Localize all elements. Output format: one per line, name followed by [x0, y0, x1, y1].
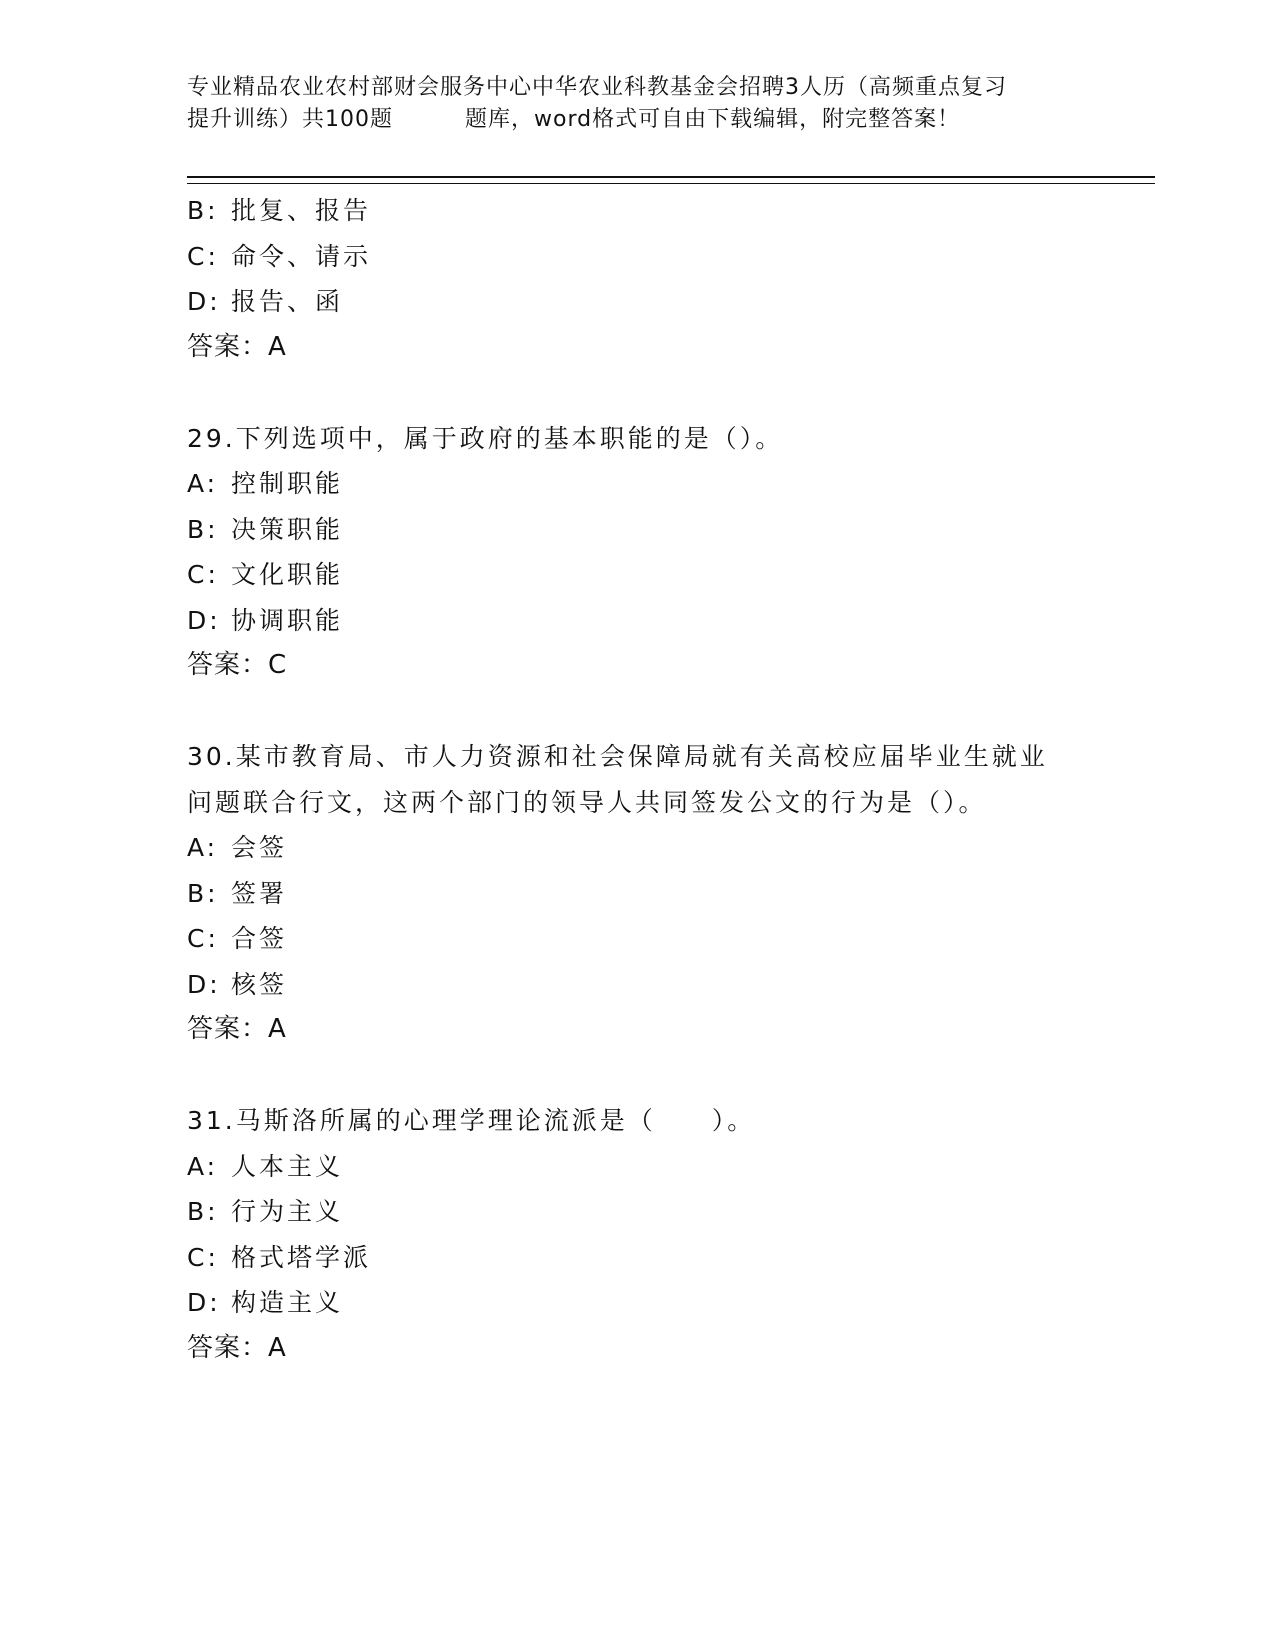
- option-text: 文化职能: [231, 560, 344, 589]
- option-item: [187, 1144, 1087, 1190]
- question-text: 29.下列选项中，属于政府的基本职能的是（）。: [187, 423, 784, 453]
- option-letter: C:: [187, 1242, 219, 1272]
- option-letter: D:: [187, 969, 221, 999]
- header-line-1: 专业精品农业农村部财会服务中心中华农业科教基金会招聘3人历（高频重点复习: [187, 75, 1007, 100]
- option-letter: A:: [187, 469, 219, 498]
- option-letter: C:: [187, 241, 219, 271]
- option-letter: D:: [187, 605, 221, 635]
- option-text: 人本主义: [231, 1151, 344, 1181]
- option-item: [187, 1280, 1087, 1326]
- option-item: [187, 916, 1087, 962]
- option-letter: C:: [187, 924, 219, 953]
- option-text: 行为主义: [231, 1197, 344, 1226]
- question-30: [187, 734, 1087, 1053]
- option-letter: A:: [187, 1151, 219, 1181]
- option-letter: B:: [187, 1197, 219, 1226]
- question-31: [187, 1098, 1087, 1371]
- document-header: [187, 72, 1087, 136]
- question-29: [187, 416, 1087, 689]
- option-text: 协调职能: [231, 605, 344, 635]
- question-text-continued: 问题联合行文，这两个部门的领导人共同签发公文的行为是（）。: [187, 787, 987, 817]
- answer-line: 答案：A: [187, 1014, 287, 1044]
- option-letter: D:: [187, 287, 221, 316]
- option-letter: A:: [187, 833, 219, 862]
- option-item: [187, 598, 1087, 644]
- option-item: [187, 461, 1087, 507]
- header-line-2-part-2: 题库，word格式可自由下载编辑，附完整答案！: [465, 107, 961, 132]
- option-text: 签署: [231, 878, 288, 908]
- answer-line: 答案：C: [187, 650, 288, 680]
- option-text: 格式塔学派: [231, 1242, 372, 1272]
- option-text: 决策职能: [231, 514, 344, 544]
- question-continued: [187, 188, 1087, 370]
- option-text: 会签: [231, 833, 288, 862]
- option-item: [187, 234, 1087, 280]
- option-text: 报告、函: [231, 287, 344, 316]
- header-line-2-part-1: 提升训练）共100题: [187, 107, 393, 132]
- option-item: [187, 552, 1087, 598]
- question-list: [187, 188, 1087, 1371]
- option-text: 控制职能: [231, 469, 344, 498]
- option-item: [187, 962, 1087, 1008]
- option-text: 批复、报告: [231, 196, 372, 225]
- option-letter: B:: [187, 196, 219, 225]
- answer-line: 答案：A: [187, 1332, 287, 1363]
- option-letter: C:: [187, 560, 219, 589]
- option-letter: D:: [187, 1288, 221, 1317]
- option-item: [187, 825, 1087, 871]
- option-text: 命令、请示: [231, 241, 372, 271]
- option-letter: B:: [187, 514, 219, 544]
- option-text: 合签: [231, 924, 288, 953]
- option-item: [187, 1189, 1087, 1235]
- option-text: 构造主义: [231, 1288, 344, 1317]
- header-line-2: [187, 104, 1087, 136]
- answer-line: 答案：A: [187, 331, 287, 362]
- header-divider: [187, 176, 1155, 184]
- question-text: 30.某市教育局、市人力资源和社会保障局就有关高校应届毕业生就业: [187, 742, 1048, 771]
- option-letter: B:: [187, 878, 219, 908]
- option-item: [187, 1235, 1087, 1281]
- option-text: 核签: [231, 969, 288, 999]
- option-item: [187, 507, 1087, 553]
- option-item: [187, 188, 1087, 234]
- option-item: [187, 279, 1087, 325]
- question-text: 31.马斯洛所属的心理学理论流派是（ ）。: [187, 1106, 756, 1135]
- option-item: [187, 871, 1087, 917]
